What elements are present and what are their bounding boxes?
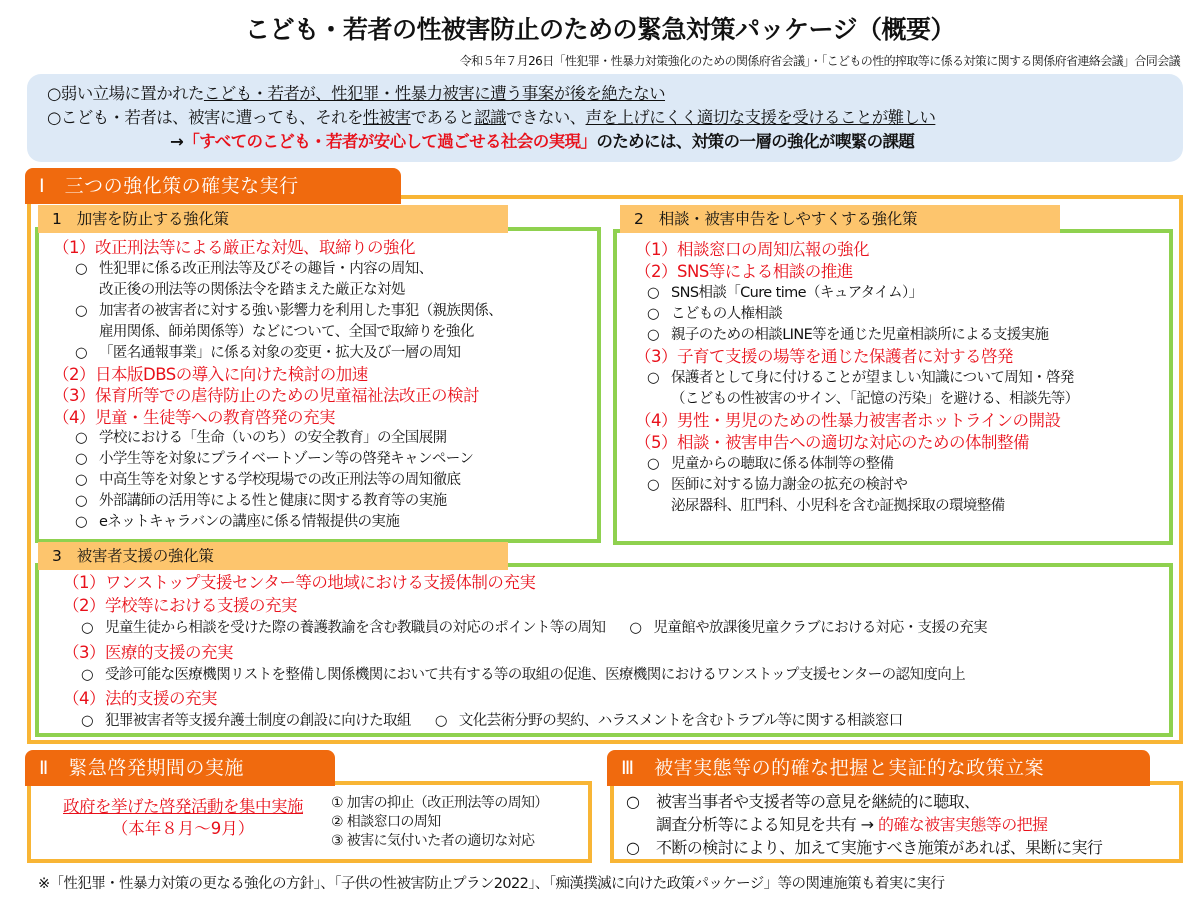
- measure-heading: （3）保育所等での虐待防止のための児童福祉法改正の検討: [53, 386, 479, 405]
- intro-line-2-mid2: できない、: [506, 108, 586, 127]
- section-1-tab: Ⅰ 三つの強化策の確実な実行: [25, 168, 401, 204]
- section-3-item-1-cont: [626, 813, 1102, 836]
- circle-bullet-icon: ○: [647, 370, 660, 386]
- section-3-item-2-text: 不断の検討により、加えて実施すべき施策があれば、果断に実行: [656, 838, 1103, 857]
- measure-item: [53, 301, 597, 322]
- measure-heading: （5）相談・被害申告への適切な対応のための体制整備: [635, 433, 1029, 452]
- circle-bullet-icon: ○: [647, 477, 660, 493]
- circle-bullet-icon: ○: [75, 430, 88, 446]
- measure-item-text: 小学生等を対象にプライベートゾーン等の啓発キャンペーン: [99, 451, 474, 467]
- measure-item-text: 中高生等を対象とする学校現場での改正刑法等の周知徹底: [99, 472, 461, 488]
- arrow-icon: →: [170, 132, 184, 151]
- measure-item-text: SNS相談「Cure time（キュアタイム）」: [671, 285, 923, 301]
- measure-item-text: 雇用関係、師弟関係等）などについて、全国で取締りを強化: [99, 323, 474, 340]
- intro-conclusion-highlight: 「すべてのこども・若者が安心して過ごせる社会の実現」: [183, 132, 597, 151]
- circle-bullet-icon: ○: [81, 666, 94, 683]
- measure-heading: （1）改正刑法等による厳正な対処、取締りの強化: [53, 238, 415, 257]
- measure-item: [53, 470, 597, 491]
- measure-heading: （3）医療的支援の充実: [63, 642, 233, 662]
- part-3-list: [63, 571, 1169, 734]
- section-3-item-1: [626, 790, 1102, 813]
- measure-item: [53, 343, 597, 364]
- measure-item: [63, 664, 1169, 688]
- intro-line-2-u2: 認識: [474, 108, 507, 127]
- circle-bullet-icon: ○: [647, 285, 660, 301]
- section-2-headline-block: [38, 796, 328, 840]
- measure-heading: （2）学校等における支援の充実: [63, 596, 297, 615]
- measure-item-text: 文化芸術分野の契約、ハラスメントを含むトラブル等に関する相談窓口: [458, 713, 903, 729]
- circle-bullet-icon: ○: [434, 713, 447, 729]
- section-2-headline: 政府を挙げた啓発活動を集中実施: [63, 797, 303, 816]
- intro-line-1-prefix: ○弱い立場に置かれた: [47, 84, 204, 103]
- measure-item: [635, 454, 1169, 475]
- measure-heading: （2）SNS等による相談の推進: [635, 262, 853, 281]
- circle-bullet-icon: ○: [75, 344, 88, 361]
- intro-line-2-mid: であると: [410, 108, 475, 127]
- measure-item-continuation: [53, 280, 597, 301]
- section-3-tab: Ⅲ 被害実態等の的確な把握と実証的な政策立案: [607, 750, 1150, 786]
- measure-item: [53, 449, 597, 470]
- measure-item-text: 泌尿器科、肛門科、小児科を含む証拠採取の環境整備: [671, 498, 1005, 514]
- intro-line-2-u3: 声を上げにくく適切な支援を受けることが難しい: [585, 108, 936, 127]
- measure-item-text: 加害者の被害者に対する強い影響力を利用した事犯（親族関係、: [99, 302, 503, 319]
- circle-bullet-icon: ○: [75, 451, 88, 467]
- section-3-item-2: [626, 836, 1102, 859]
- circle-bullet-icon: ○: [626, 838, 640, 857]
- intro-line-1-underlined: こども・若者が、性犯罪・性暴力被害に遭う事案が後を絶たない: [203, 84, 666, 103]
- intro-line-2-u1: 性被害: [362, 108, 411, 127]
- part-1-tab: 1 加害を防止する強化策: [38, 205, 508, 233]
- circle-bullet-icon: ○: [629, 620, 642, 636]
- measure-item-continuation: [635, 389, 1169, 410]
- measure-item: [635, 304, 1169, 325]
- measure-item-text: 医師に対する協力謝金の拡充の検討や: [671, 477, 908, 493]
- circle-bullet-icon: ○: [75, 493, 88, 509]
- circle-bullet-icon: ○: [647, 327, 660, 343]
- measure-item-continuation: [635, 496, 1169, 517]
- part-2-list: [635, 239, 1169, 517]
- section-2-item: ③ 被害に気付いた者の適切な対応: [331, 833, 535, 849]
- part-3-tab: 3 被害者支援の強化策: [38, 542, 508, 570]
- circle-bullet-icon: ○: [647, 306, 660, 322]
- measure-item-text: （こどもの性被害のサイン、「記憶の汚染」を避ける、相談先等）: [671, 391, 1079, 407]
- circle-bullet-icon: ○: [75, 260, 88, 277]
- measure-heading: （2）日本版DBSの導入に向けた検討の加速: [53, 364, 368, 384]
- page-subtitle: 令和５年７月26日「性犯罪・性暴力対策強化のための関係府省会議」・「こどもの性的搾取等に係る対策に関する関係府省連絡会議」合同会議: [459, 54, 1180, 68]
- measure-item: [53, 491, 597, 512]
- measure-heading: （1）ワンストップ支援センター等の地域における支援体制の充実: [63, 573, 536, 592]
- measure-heading: （3）子育て支援の場等を通じた保護者に対する啓発: [635, 347, 1013, 366]
- circle-bullet-icon: ○: [75, 302, 88, 319]
- measure-item-text: 児童館や放課後児童クラブにおける対応・支援の充実: [653, 620, 988, 636]
- measure-item: [635, 368, 1169, 389]
- measure-item-text: 親子のための相談LINE等を通じた児童相談所による支援実施: [671, 327, 1049, 343]
- circle-bullet-icon: ○: [626, 792, 640, 811]
- intro-conclusion: [47, 130, 1163, 154]
- circle-bullet-icon: ○: [647, 456, 660, 472]
- measure-heading: （4）男性・男児のための性暴力被害者ホットラインの開設: [635, 411, 1061, 430]
- measure-heading: （1）相談窓口の周知広報の強化: [635, 240, 869, 259]
- part-1-box: [35, 227, 601, 543]
- intro-box: [27, 74, 1183, 162]
- page-title: こども・若者の性被害防止のための緊急対策パッケージ（概要）: [244, 15, 955, 44]
- measure-item-text: 改正後の刑法等の関係法令を踏まえた厳正な対処: [99, 281, 405, 298]
- measure-item: [635, 475, 1169, 496]
- section-3-item-1-line-2: 調査分析等による知見を共有 →: [656, 815, 874, 834]
- measure-item-text: eネットキャラバンの講座に係る情報提供の実施: [99, 514, 400, 530]
- section-2-tab: Ⅱ 緊急啓発期間の実施: [25, 750, 335, 786]
- footnote: ※「性犯罪・性暴力対策の更なる強化の方針」、「子供の性被害防止プラン2022」、「痴漢撲滅に向けた政策パッケージ」等の関連施策も着実に実行: [38, 876, 945, 892]
- part-2-box: [613, 229, 1173, 545]
- measure-item-text: 保護者として身に付けることが望ましい知識について周知・啓発: [671, 370, 1074, 386]
- section-3-items: [626, 790, 1102, 859]
- section-2-item: ① 加害の抑止（改正刑法等の周知）: [331, 795, 548, 811]
- intro-conclusion-rest: のためには、対策の一層の強化が喫緊の課題: [596, 132, 915, 151]
- measure-item: [635, 325, 1169, 346]
- part-3-box: [35, 563, 1173, 737]
- measure-heading: （4）児童・生徒等への教育啓発の充実: [53, 407, 335, 427]
- section-2-period: （本年８月～9月）: [111, 819, 255, 838]
- measure-item: [53, 428, 597, 449]
- measure-item-text: こどもの人権相談: [671, 306, 783, 322]
- measure-item-text: 受診可能な医療機関リストを整備し関係機関において共有する等の取組の促進、医療機関におけるワンストップ支援センターの認知度向上: [105, 666, 966, 683]
- circle-bullet-icon: ○: [75, 514, 88, 530]
- intro-line-2: [47, 106, 1163, 130]
- measure-item-continuation: [53, 322, 597, 343]
- part-2-tab: 2 相談・被害申告をしやすくする強化策: [620, 205, 1060, 233]
- measure-item: [63, 617, 1169, 641]
- section-2-item: ② 相談窓口の周知: [331, 814, 441, 830]
- measure-item-text: 犯罪被害者等支援弁護士制度の創設に向けた取組: [105, 713, 411, 729]
- circle-bullet-icon: ○: [75, 472, 88, 488]
- measure-item-text: 性犯罪に係る改正刑法等及びその趣旨・内容の周知、: [99, 260, 433, 277]
- section-2-items: [331, 794, 548, 851]
- measure-heading: （4）法的支援の充実: [63, 689, 217, 708]
- section-3-item-1-line-1: 被害当事者や支援者等の意見を継続的に聴取、: [656, 792, 980, 811]
- intro-line-1: [47, 82, 1163, 106]
- measure-item-text: 「匿名通報事業」に係る対象の変更・拡大及び一層の周知: [99, 344, 461, 361]
- circle-bullet-icon: ○: [81, 713, 94, 729]
- measure-item-text: 児童生徒から相談を受けた際の養護教諭を含む教職員の対応のポイント等の周知: [105, 620, 606, 636]
- measure-item-text: 外部講師の活用等による性と健康に関する教育等の実施: [99, 493, 447, 509]
- section-3-item-1-highlight: 的確な被害実態等の把握: [878, 815, 1048, 834]
- measure-item-text: 児童からの聴取に係る体制等の整備: [671, 456, 894, 472]
- measure-item: [63, 710, 1169, 734]
- part-1-list: [53, 237, 597, 533]
- measure-item: [53, 259, 597, 280]
- circle-bullet-icon: ○: [81, 620, 94, 636]
- measure-item: [53, 512, 597, 533]
- measure-item-text: 学校における「生命（いのち）の安全教育」の全国展開: [99, 430, 447, 446]
- intro-line-2-prefix: ○こども・若者は、被害に遭っても、それを: [47, 108, 363, 127]
- measure-item: [635, 283, 1169, 304]
